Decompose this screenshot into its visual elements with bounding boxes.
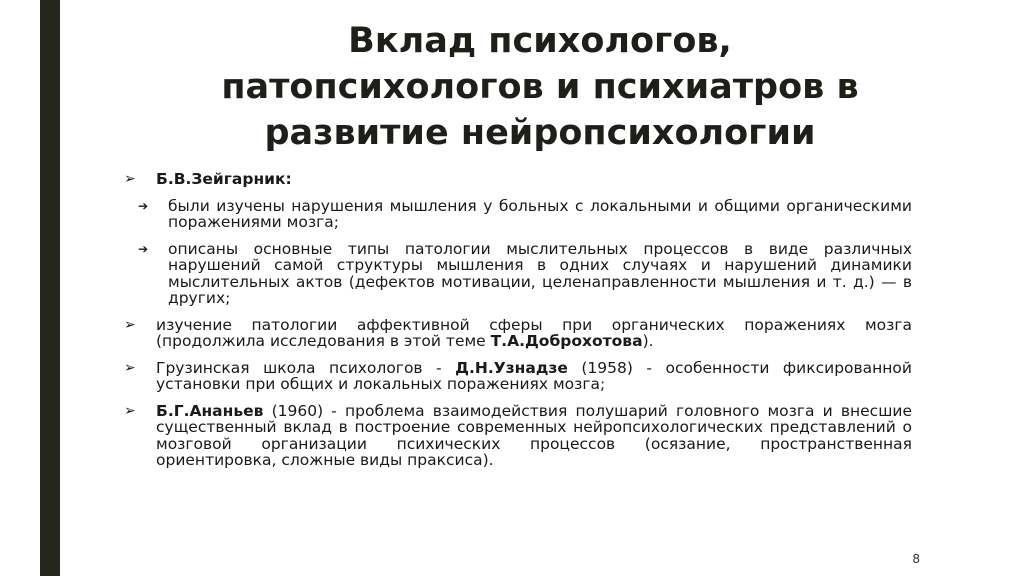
arrowhead-bullet-icon: ➢ <box>124 316 136 333</box>
arrowhead-bullet-icon: ➢ <box>124 359 136 376</box>
slide-body <box>124 171 912 479</box>
title-line-1: Вклад психологов, <box>348 21 732 61</box>
person-name: Б.В.Зейгарник: <box>156 170 292 188</box>
left-accent-bar <box>40 0 60 576</box>
item-text: (1960) - проблема взаимодействия полушарий головного мозга и внесшие существенный вклад в построение современных нейропсихологических представлений о мозговой организации психических процессов (осязание, пространственная ориентировка, сложные виды праксиса). <box>156 401 912 469</box>
arrowhead-bullet-icon: ➢ <box>124 402 136 419</box>
person-name: Б.Г.Ананьев <box>156 401 264 420</box>
list-item <box>124 317 912 350</box>
item-text: Грузинская школа психологов - <box>156 358 456 377</box>
title-line-2: патопсихологов и психиатров в <box>221 67 859 107</box>
sub-list-item <box>124 198 912 231</box>
title-line-3: развитие нейропсихологии <box>264 113 816 153</box>
item-text: были изучены нарушения мышления у больных с локальными и общими органическими поражениями мозга; <box>168 196 912 231</box>
item-text: изучение патологии аффективной сферы при органических поражениях мозга (продолжила исследования в этой теме <box>156 315 912 350</box>
arrowhead-bullet-icon: ➢ <box>124 171 136 187</box>
slide-title <box>90 18 990 156</box>
arrow-bullet-icon: ➔ <box>138 241 149 256</box>
item-text: ). <box>642 332 654 350</box>
item-text: (1958) - особенности фиксированной установки при общих и локальных поражениях мозга; <box>156 358 912 393</box>
person-name: Т.А.Доброхотова <box>490 332 643 350</box>
list-item <box>124 360 912 393</box>
arrow-bullet-icon: ➔ <box>138 198 149 213</box>
person-name: Д.Н.Узнадзе <box>455 358 568 377</box>
sub-list-item <box>124 241 912 307</box>
page-number: 8 <box>912 552 920 566</box>
list-item <box>124 403 912 469</box>
item-text: описаны основные типы патологии мыслительных процессов в виде различных нарушений самой структуры мышления в одних случаях и нарушений динамики мыслительных актов (дефектов мотивации, целенаправленности мышления и т. д.) — в других; <box>168 239 912 307</box>
list-item-zeigarnik <box>124 171 912 188</box>
